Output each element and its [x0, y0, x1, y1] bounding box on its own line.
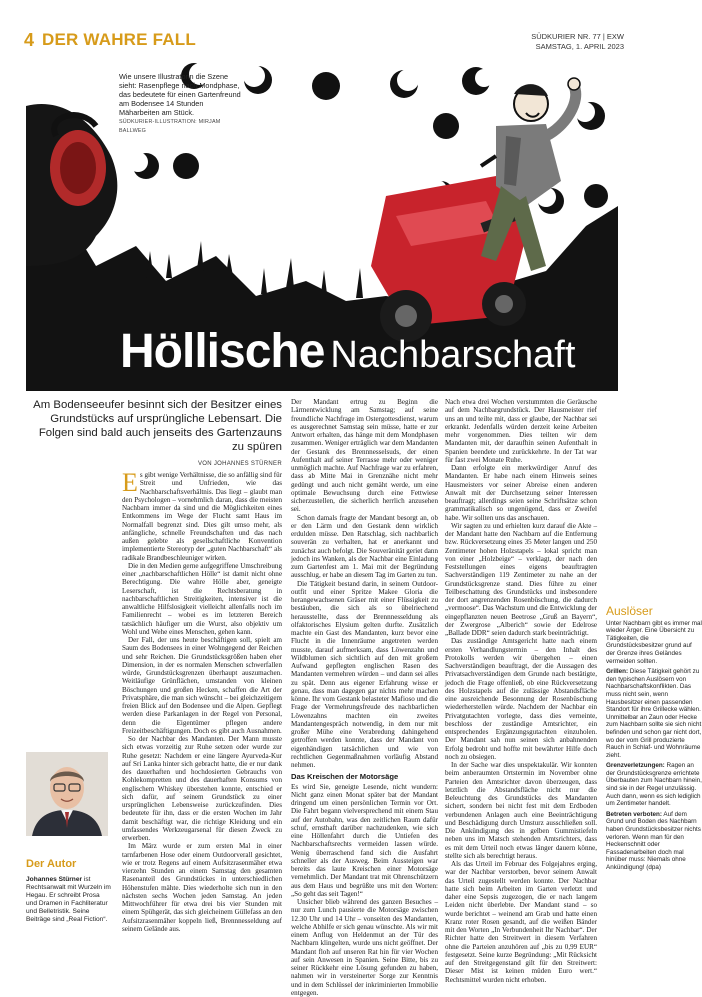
paragraph: Das zuständige Amtsgericht hatte nach einem ersten Verhandlungstermin – den Inhalt des Protokolls werden wir übergehen – einen Sachverständigen beauftragt, der die Aussagen des Privatsachverständigen dem Grunde nach bestätigte, jedoch die Frage offenließ, ob eine Rückversetzung des Holzstapels auf die zulässige Abstandsfläche eine ausreichende Besonnung der Rosenbüschung wiederherstellen würde. Nachdem der Nachbar ein Privatgutachten vorlegte, dass dies verneinte, beschloss der zuständige Amtsrichter, ein entsprechendes Ergänzungsgutachten einzuholen. Der Mandant sah nun seinen sich anbahnenden Erfolg bedroht und hoffte mit bewährter Hilfe doch noch zu obsiegen.	[445, 637, 597, 761]
author-bio-text: ist Rechtsanwalt mit Wurzeln im Hegau. Er schreibt Prosa und Dramen in Fachliteratur und Belletristik. Seine Beiträge sind „Real Fiction“.	[26, 876, 111, 923]
sidebar-item-head: Grillen:	[606, 668, 629, 676]
paragraph: Es wird Sie, geneigte Lesende, nicht wundern: Nicht ganz einen Monat später bat der Mandant dringend um einen persönlichen Termin vor Ort. Die Fahrt begann vielversprechend mit einem Stau auf der Autobahn, was den zeitlichen Raum dafür schuf, ernsthaft darüber nachzudenken, wie sich eine Höllenfahrt durch die Untiefen des Nachbarschaftsrechts vermeiden lassen würde. Wenig überraschend fand sich die Ausfahrt schneller als der Ausweg. Beim Aussteigen war bereits das laute Kreischen einer Motorsäge vernehmlich. Der Mandant trat mit Ohrenschützern aus dem Haus und begrüßte uns mit den Worten: „So geht das seit Tagen!“	[291, 782, 438, 898]
paragraph: Die in den Medien gerne aufgegriffene Umschreibung einer „nachbarschaftlichen Hölle“ ist damit nicht ohne Berechtigung. Die wahre Hölle aber, geneigte Leserschaft, ist die Rechtsberatung in nachbarschaftlichen Streitigkeiten, intensiver ist die anwaltliche Hilfslosigkeit vielleicht allenfalls noch im Familienrecht – wobei es im letzteren Bereich tatsächlich häufiger um die Wurst, also objektiv um Wohl und Wehe eines Menschen, gehen kann.	[122, 561, 282, 636]
page-number: 4	[24, 30, 35, 50]
issue-date: SAMSTAG, 1. APRIL 2023	[535, 42, 624, 51]
paragraph: Im März wurde er zum ersten Mal in einer tarnfarbenen Hose oder einem Outdoorverall gesichtet, wie er trotz Regens auf einem Aufsitzrasenmäher etwa vierzehn Stunden an einem Samstag den gesamten Rasenanteil des Grundstückes in unterschiedlichen Höhenstufen mähte. Dies wiederholte sich nun in den nächsten sechs Wochen jeden Samstag. An jeden Mittwochführer für etwa drei bis vier Stunden mit einem Spühgerät, das sich gleicheinem Güllefass an den Aufsitzrasenmäher koppeln ließ, Brennnesseldung auf seinem Gelände aus.	[122, 842, 282, 933]
paragraph: Der Fall, der uns heute beschäftigen soll, spielt am Saum des Bodensees in einer Wohngegend der Reichen und sehr Reichen. Die Grundstücksgrößen haben eher Dimension, in der es normalen Menschen schwerfallen würde, Grundstücksgrenzen überhaupt auszumachen. Weitläufige Grünflächen, umstanden von kleinen Böschungen und großen Hecken, schaffen die Art der Privatsphäre, die man sich wünscht – bei gleichzeitigem freien Blick auf den Bodensee und die Alpen. Gepflegt werden diese Parkanlagen in der Regel von Personal, denn die Eigentümer pflegen andere Freizeitbeschäftigungen. Doch es gibt auch Ausnahmen.	[122, 636, 282, 735]
author-name: Johannes Stürner	[26, 876, 83, 883]
paragraph: Wir sagten zu und erhielten kurz darauf die Akte – der Mandant hatte den Nachbarn auf die Entfernung bzw. Rückversetzung eines 35 Meter langen und 250 Zentimeter hohen Holzstapels – lokal spricht man von einer „Holzbeige“ – verklagt, der nach den Feststellungen eines eigens beauftragten Sachverständigen 119 Zentimeter zu nahe an der Grundstücksgrenze stand. Dies führe zu einer Teilbeschattung des Grundstücks und insbesondere der dort angrenzenden Rosenbüschung, die dadurch „vermoose“. Das Wachstum und die Entwicklung der eingepflanzten neuen Beetrose „Gruß an Bayern“, der Zwergrose „Alberich“ sowie der Edelrose „Ballade DDR“ seien dadurch stark beeinträchtigt.	[445, 521, 597, 637]
sidebar-item: Grillen: Diese Tätigkeit gehört zu den typischen Auslösern von Nachbarschaftskonflikten. Das muss nicht sein, wenn Hausbesitzer einen passenden Standort für ihre Grillecke wählen. Unmittelbar an Zaun oder Hecke zum Nachbarn sollte sie sich nicht befinden und schon gar nicht dort, wo der vom Grill produzierte Rauch in Schlaf- und Wohnräume zieht.	[606, 668, 702, 759]
paragraph: Es gibt wenige Verhältnisse, die so anfällig sind für Streit und Unfrieden, wie das Nachbarschaftsverhältnis. Das liegt – glaubt man den Psychologen – vornehmlich daran, dass die meisten Nachbarn immer da sind und die Möglichkeiten eines Entkommens im Wege der Flucht samt Haus im Normalfall begrenzt sind. Dies gilt umso mehr, als anfängliche, schnelle Freundschaften und das nach außen gelebte als gesellschaftliche Konvention implementierte Stereotyp der „guten Nachbarschaft“ als radikale Brandbeschleuniger wirken.	[122, 468, 282, 562]
headline-word-1: Höllische	[120, 325, 325, 378]
paragraph: Der Mandant ertrug zu Beginn die Lärmentwicklung am Samstag; auf seine freundliche Nachfrage im Ostergottesdienst, warum es ausgerechnet Samstag sein müsse, hatte er zur Antwort erhalten, das hänge mit dem Mondphasen zusammen. Weniger erträglich war dem Mandanten der Gestank des Brennnesselsuds, der einen Aufenthalt auf seiner Terrasse mehr oder weniger unmöglich machte. Auf Nachfrage war zu erfahren, dass ab Mitte Mai in Grenznähe nicht mehr gedüngt und auch nicht gemäht werde, um eine optimale Bewuchsung durch eine Fettwiese sicherzustellen, die sicherlich herrlich anzusehen sei.	[291, 398, 439, 514]
sidebar-item: Betreten verboten: Auf dem Grund und Boden des Nachbarn haben Grundstücksbesitzer nichts verloren. Wenn man für den Heckenschnitt oder Fassadenarbeiten doch mal hinüber muss: Niemals ohne Ankündigung! (dpa)	[606, 810, 701, 871]
headline	[120, 324, 575, 379]
hero-illustration	[26, 66, 618, 391]
paragraph: So der Nachbar des Mandanten. Der Mann musste sich etwas vorzeitig zur Ruhe setzen oder wurde zur Ruhe gesetzt: Nachdem er eine längere Ayurveda-Kur auf Sri Lanka hinter sich gebracht hatte, die er nur dank des dauerhaften und hochdosierten Gebrauchs von Kohlekompretten und des dauerhaften Konsums von englischem Whiskey überstehen konnte, entschied er sich dafür, auf seinem Grundstück zu einer ursprünglichen Lebensweise zurückzufinden. Dies bedeutete für ihn, dass er die ersten Wochen im Jahr damit beschäftigt war, die richtige Kleidung und ein umfassendes Werkzeugarsenal für diesen Zweck zu erwerben.	[122, 735, 282, 842]
author-bio	[26, 876, 112, 924]
sidebar-intro: Unter Nachbarn gibt es immer mal wieder Ärger. Eine Übersicht zu Tätigkeiten, die Grundstücksbesitzer grund auf der Grenze ihres Geländes vermeiden sollten.	[606, 619, 702, 665]
headline-word-2: Nachbarschaft	[330, 334, 576, 376]
paragraph: Dann erfolgte ein merkwürdiger Anruf des Mandanten. Er habe nach einem Hinweis seines Hausmeisters vor seiner Abreise einen anderen Anwalt mit der Durchsetzung seiner Interessen beauftragt; allerdings seien seine Schriftsätze schon grammatikalisch so ungenügend, dass er Zweifel habe. Wir sollten uns das anschauen.	[445, 464, 597, 522]
paragraph: Als das Urteil im Februar des Folgejahres erging, war der Nachbar verstorben, bevor seinem Anwalt das Urteil zugestellt werden konnte. Der Nachbar hatte sich beim Arbeiten im Garten verletzt und daher eine Sepsis zugezogen, die er nach langem Leiden nicht überlebte. Der Mandant stand – so wurde berichtet – weinend am Grab und hatte einen Kranz roter Rosen gesandt, auf die weißen Bänder mit den Worten „In Verbundenheit Ihr Nachbar“. Der Richter hatte den Streitwert in diesem Verfahren ohne die Parteien anzuhören auf „bis zu 0,99 EUR“ festgesetzt. Seine kurze Begründung: „Mit Rücksicht auf den Streitgegenstand gilt für den Streitwert: Dieser Mist ist keinen müden Euro wert.“ Rechtsmittel wurden nicht erhoben.	[445, 860, 597, 984]
paragraph: Die Tätigkeit bestand darin, in seinem Outdoor-outfit und einer Spritze Makee Gloria die herangewachsenen Gräser mit einer Flüssigkeit zu bestäuben, die sich als so übelriechend herausstellte, dass der Brennnesseldung als olfaktorisches Elysium gelten durfte. Zusätzlich machte ein Gast des Mandanten, kurz bevor eine Flucht in die Innenräume angetreten werden musste, darauf aufmerksam, dass Löwenzahn und Wildblumen sich sichtlich auf den mit großem Aufwand gepflegten englischen Rasen des Mandanten vermehren würden – und dann sei alles zu spät. Denn aus eigener Erfahrung wisse er genau, dass man dagegen gar nichts mehr machen könne. Ihr vom Gestank belasteter Mafioso und die Frage der Vermehrungsfreude des nachbarlichen Löwenzahns machten ein zweites Mandantengespräch notwendig, in dem nur mit großer Mühe eine Verabredung dahingehend getroffen werden konnte, dass der Mandant von eigenhändigen tatsächlichen und wie von rechtlichen Gegenmaßnahmen vorläufig Abstand nehmen.	[291, 579, 438, 769]
drop-cap: E	[122, 468, 138, 497]
author-heading: Der Autor	[26, 858, 77, 870]
author-photo	[26, 752, 108, 836]
sidebar-title: Auslöser	[606, 604, 653, 618]
article-column-2	[291, 398, 439, 997]
article-column-1	[122, 468, 282, 943]
subheading: Das Kreischen der Motorsäge	[291, 772, 399, 782]
issue-meta	[531, 32, 624, 52]
paragraph: Nach etwa drei Wochen verstummten die Geräusche auf dem Nachbargrundstück. Der Hausmeister rief uns an und teilte mit, dass er glaube, der Nachbar sei erkrankt. Jedenfalls würden derzeit keine Arbeiten mehr vorgenommen. Dies teilten wir dem Mandanten mit, der daraufhin seinen Aufenthalt in Spanien beendete und zurückkehrte. In der Tat war für fast zwei Monate Ruhe.	[445, 398, 597, 464]
author-portrait-icon	[26, 752, 108, 836]
sidebar-item: Grenzverletzungen: Ragen an der Grundstücksgrenze errichtete Überbauten zum Nachbarn hinein, sind sie in der Regel unzulässig. Auch dann, wenn es sich lediglich um Zentimeter handelt.	[606, 762, 702, 808]
sidebar-ausloser	[600, 398, 702, 946]
page-header	[24, 30, 624, 52]
image-caption	[119, 72, 245, 136]
paragraph: Schon damals fragte der Mandant besorgt an, ob er den Lärm und den Gestank denn wirklich erdulden müsse. Den Ratschlag, sich nachbarlich souverän zu verhalten, hat er anerkannt und zunächst auch befolgt. Die Souveränität geriet dann jedoch ins Wanken, als der Nachbar eine Einladung zum Gartenfest am 1. Mai mit der Begründung ausschlug, er habe an diesem Tag im Garten zu tun.	[291, 513, 438, 580]
paragraph: Unsicher blieb während des ganzen Besuches – nur zum Lunch pausierte die Motorsäge zwischen 12.30 Uhr und 14 Uhr – vonseiten des Mandanten, welche Abhilfe er sich genau wünschte. Als wir mit einem Anflug von Heldenmut an der Tür des Nachbarn klingelten, wurde uns nicht geöffnet. Der Mandant floh auf unseren Rat hin für vier Wochen auf sein Anwesen in Spanien. Seine Bitte, bis zu seiner Rückkehr eine Lösung gefunden zu haben, nahmen wir in versteinerter Sorge zur Kenntnis und in dem Schlüssel der inkriminierten Immobilie entgegen.	[291, 898, 438, 997]
section-title: DER WAHRE FALL	[42, 30, 196, 49]
caption-credit: SÜDKURIER-ILLUSTRATION: MIRJAM BALLWEG	[119, 119, 221, 134]
sidebar-item-head: Betreten verboten:	[606, 810, 662, 818]
sidebar-item-head: Grenzverletzungen:	[606, 762, 665, 770]
paragraph: In der Sache war dies unspektakulär. Wir konnten beim anberaumten Ortstermin im November ohne Parteien den Amtsrichter davon überzeugen, dass letztlich die Abstandsfläche nicht nur die Beleuchtung des Grundstücks des Mandanten sichert, sondern bei nicht fest mit dem Erdboden verbundenen Anlagen auch eine Beeinträchtigung und Beschädigung durch Umsturz ausschließen soll. Die Ankündigung des in gelben Gummistiefeln neben uns im Matsch stehenden Amtsrichters, dass es mit dem Urteil noch etwas länger dauern könne, stellte sich als berechtigt heraus.	[445, 761, 597, 860]
byline: VON JOHANNES STÜRNER	[197, 461, 282, 467]
lede: Am Bodenseeufer besinnt sich der Besitzer eines Grundstücks auf ursprüngliche Lebensart. Die Folgen sind bald auch jenseits des Gartenzauns zu spüren	[33, 399, 282, 453]
article-column-3	[445, 398, 597, 984]
paper-issue: SÜDKURIER NR. 77 | EXW	[531, 32, 624, 41]
caption-text: Wie unsere Illustratorin die Szene sieht: Rasenpflege nach Mondphase, das bedeutete für einen Gartenfreund am Bodensee 14 Stunden Mäharbeiten am Stück.	[119, 72, 241, 117]
